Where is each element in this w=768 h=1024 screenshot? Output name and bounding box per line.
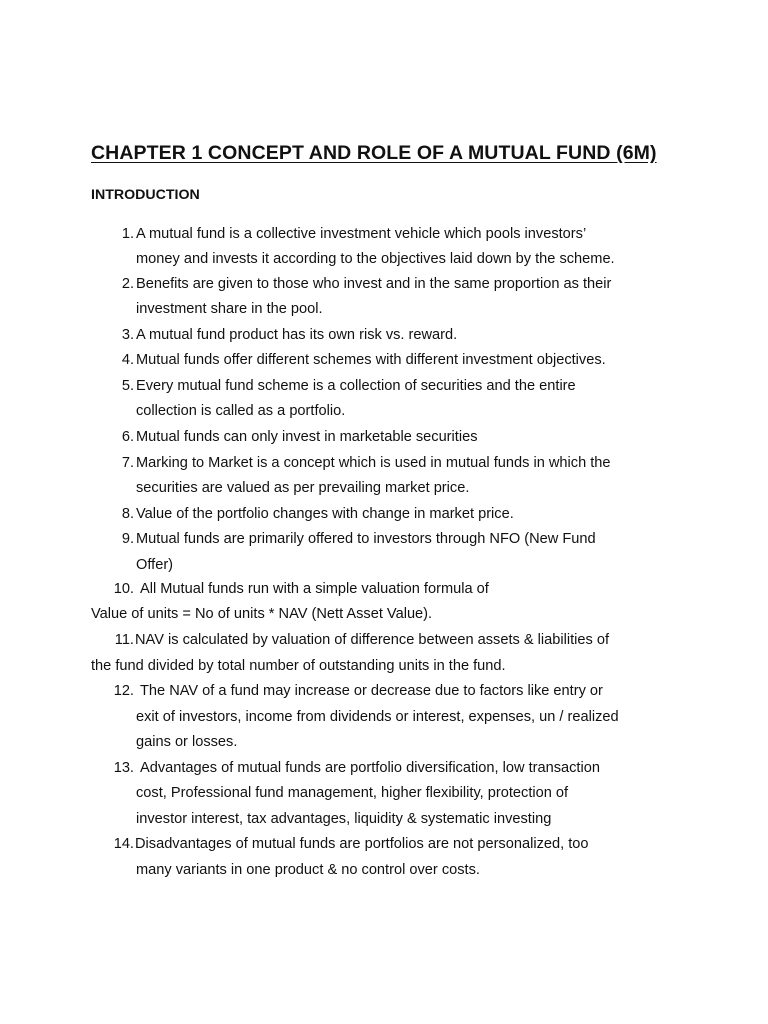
item-number-11: 11. [114, 632, 134, 648]
item-11-line-2: the fund divided by total number of outstanding units in the fund. [91, 658, 506, 674]
item-number-8: 8. [121, 506, 134, 522]
item-1-line-1: A mutual fund is a collective investment vehicle which pools investors’ [136, 226, 587, 242]
item-3-line-1: A mutual fund product has its own risk vs. reward. [136, 327, 458, 343]
item-14-line-2: many variants in one product & no control over costs. [136, 862, 480, 878]
item-13-line-1: Advantages of mutual funds are portfolio diversification, low transaction [140, 760, 600, 776]
item-2-line-2: investment share in the pool. [136, 301, 323, 317]
item-5-line-2: collection is called as a portfolio. [136, 403, 346, 419]
item-12-line-3: gains or losses. [136, 734, 238, 750]
item-2-line-1: Benefits are given to those who invest and in the same proportion as their [136, 276, 612, 292]
item-number-6: 6. [121, 429, 134, 445]
item-13-line-3: investor interest, tax advantages, liquidity & systematic investing [136, 811, 552, 827]
item-13-line-2: cost, Professional fund management, higher flexibility, protection of [136, 785, 569, 801]
item-number-14: 14. [113, 836, 134, 852]
item-number-13: 13. [113, 760, 134, 776]
item-8-line-1: Value of the portfolio changes with change in market price. [136, 506, 514, 522]
item-12-line-2: exit of investors, income from dividends or interest, expenses, un / realized [136, 709, 619, 725]
section-heading: INTRODUCTION [91, 187, 200, 203]
item-10-line-1: All Mutual funds run with a simple valuation formula of [140, 581, 489, 597]
item-number-10: 10. [113, 581, 134, 597]
item-number-2: 2. [121, 276, 134, 292]
item-1-line-2: money and invests it according to the objectives laid down by the scheme. [136, 251, 615, 267]
item-7-line-1: Marking to Market is a concept which is used in mutual funds in which the [136, 455, 611, 471]
item-number-4: 4. [121, 352, 134, 368]
item-5-line-1: Every mutual fund scheme is a collection of securities and the entire [136, 378, 576, 394]
item-12-line-1: The NAV of a fund may increase or decrease due to factors like entry or [140, 683, 603, 699]
item-4-line-1: Mutual funds offer different schemes with different investment objectives. [136, 352, 606, 368]
item-7-line-2: securities are valued as per prevailing market price. [136, 480, 470, 496]
chapter-title: CHAPTER 1 CONCEPT AND ROLE OF A MUTUAL FUND (6M) [91, 142, 657, 164]
item-10-line-2: Value of units = No of units * NAV (Nett Asset Value). [91, 606, 433, 622]
item-9-line-2: Offer) [136, 557, 174, 573]
item-number-1: 1. [121, 226, 134, 242]
item-number-5: 5. [121, 378, 134, 394]
item-number-9: 9. [121, 531, 134, 547]
item-number-7: 7. [121, 455, 134, 471]
item-9-line-1: Mutual funds are primarily offered to investors through NFO (New Fund [136, 531, 596, 547]
item-number-3: 3. [121, 327, 134, 343]
item-14-line-1: Disadvantages of mutual funds are portfolios are not personalized, too [135, 836, 589, 852]
item-11-line-1: NAV is calculated by valuation of difference between assets & liabilities of [135, 632, 610, 648]
item-number-12: 12. [113, 683, 134, 699]
item-6-line-1: Mutual funds can only invest in marketable securities [136, 429, 478, 445]
